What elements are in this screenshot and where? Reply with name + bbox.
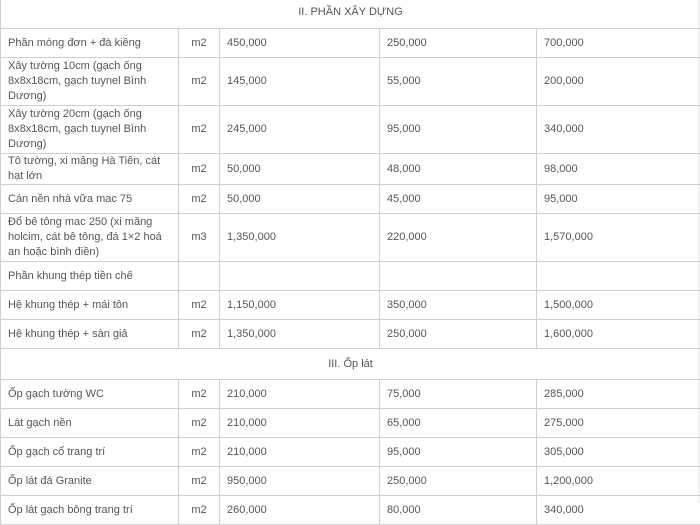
total-price: 200,000: [537, 58, 700, 106]
labor-price: 250,000: [380, 467, 537, 496]
labor-price: 55,000: [380, 58, 537, 106]
labor-price: 350,000: [380, 291, 537, 320]
total-price: [537, 262, 700, 291]
total-price: 95,000: [537, 185, 700, 214]
total-price: 1,500,000: [537, 291, 700, 320]
labor-price: 95,000: [380, 438, 537, 467]
labor-price: [380, 262, 537, 291]
labor-price: 45,000: [380, 185, 537, 214]
labor-price: 80,000: [380, 496, 537, 525]
total-price: 1,570,000: [537, 214, 700, 262]
labor-price: 220,000: [380, 214, 537, 262]
item-unit: m2: [179, 320, 220, 349]
material-price: 50,000: [220, 154, 380, 185]
material-price: 145,000: [220, 58, 380, 106]
total-price: 98,000: [537, 154, 700, 185]
table-row: [1, 106, 700, 154]
section-title: II. PHẦN XÂY DỰNG: [1, 0, 700, 29]
labor-price: 95,000: [380, 106, 537, 154]
labor-price: 250,000: [380, 320, 537, 349]
section-header-row: [1, 0, 700, 29]
table-row: [1, 214, 700, 262]
item-description: Hệ khung thép + mái tôn: [1, 291, 179, 320]
table-row: [1, 185, 700, 214]
labor-price: 65,000: [380, 409, 537, 438]
item-description: Xây tường 10cm (gạch ống 8x8x18cm, gạch tuynel Bình Dương): [1, 58, 179, 106]
item-description: Xây tường 20cm (gạch ống 8x8x18cm, gạch tuynel Bình Dương): [1, 106, 179, 154]
total-price: 340,000: [537, 106, 700, 154]
material-price: 50,000: [220, 185, 380, 214]
total-price: 1,200,000: [537, 467, 700, 496]
material-price: 210,000: [220, 409, 380, 438]
item-unit: m2: [179, 438, 220, 467]
price-table-body: [1, 0, 700, 525]
item-unit: m2: [179, 409, 220, 438]
material-price: 450,000: [220, 29, 380, 58]
item-description: Tô tường, xi măng Hà Tiên, cát hạt lớn: [1, 154, 179, 185]
material-price: 1,150,000: [220, 291, 380, 320]
table-row: [1, 29, 700, 58]
table-row: [1, 154, 700, 185]
item-description: Phần khung thép tiền chế: [1, 262, 179, 291]
table-row: [1, 320, 700, 349]
total-price: 275,000: [537, 409, 700, 438]
material-price: 210,000: [220, 438, 380, 467]
total-price: 285,000: [537, 380, 700, 409]
table-row: [1, 58, 700, 106]
material-price: 1,350,000: [220, 320, 380, 349]
material-price: 950,000: [220, 467, 380, 496]
material-price: 260,000: [220, 496, 380, 525]
section-title: III. Ốp lát: [1, 349, 700, 380]
item-unit: m2: [179, 185, 220, 214]
item-unit: m2: [179, 29, 220, 58]
item-description: Lát gạch nền: [1, 409, 179, 438]
table-row: [1, 262, 700, 291]
section-header-row: [1, 349, 700, 380]
material-price: 245,000: [220, 106, 380, 154]
item-description: Ốp gạch tường WC: [1, 380, 179, 409]
table-row: [1, 467, 700, 496]
labor-price: 75,000: [380, 380, 537, 409]
item-unit: [179, 262, 220, 291]
item-unit: m2: [179, 58, 220, 106]
labor-price: 48,000: [380, 154, 537, 185]
item-description: Đổ bê tông mac 250 (xi măng holcim, cát bê tông, đá 1×2 hoá an hoặc bình điền): [1, 214, 179, 262]
total-price: 700,000: [537, 29, 700, 58]
item-description: Phần móng đơn + đà kiềng: [1, 29, 179, 58]
table-row: [1, 409, 700, 438]
item-unit: m2: [179, 496, 220, 525]
material-price: 1,350,000: [220, 214, 380, 262]
item-unit: m2: [179, 106, 220, 154]
item-description: Hệ khung thép + sàn giả: [1, 320, 179, 349]
total-price: 340,000: [537, 496, 700, 525]
item-unit: m3: [179, 214, 220, 262]
table-row: [1, 380, 700, 409]
item-description: Ốp gạch cổ trang trí: [1, 438, 179, 467]
item-description: Cán nền nhà vữa mac 75: [1, 185, 179, 214]
table-row: [1, 291, 700, 320]
material-price: 210,000: [220, 380, 380, 409]
total-price: 1,600,000: [537, 320, 700, 349]
table-row: [1, 496, 700, 525]
item-unit: m2: [179, 380, 220, 409]
labor-price: 250,000: [380, 29, 537, 58]
item-unit: m2: [179, 291, 220, 320]
table-row: [1, 438, 700, 467]
item-description: Ốp lát đá Granite: [1, 467, 179, 496]
material-price: [220, 262, 380, 291]
item-description: Ốp lát gạch bông trang trí: [1, 496, 179, 525]
total-price: 305,000: [537, 438, 700, 467]
item-unit: m2: [179, 154, 220, 185]
item-unit: m2: [179, 467, 220, 496]
